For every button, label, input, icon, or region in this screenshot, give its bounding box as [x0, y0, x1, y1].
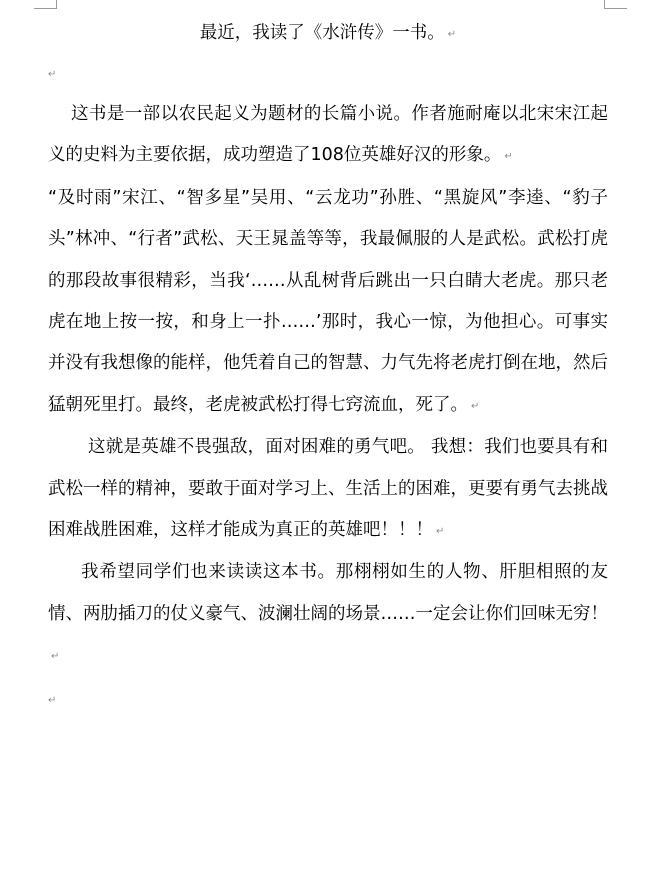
- empty-paragraph: [48, 52, 608, 94]
- paragraph-mark-icon: ↵: [51, 651, 60, 663]
- paragraph-text: 这就是英雄不畏强敌，面对困难的勇气吧。 我想：我们也要具有和武松一样的精神，要敢于面对学习上、生活上的困难，更要有勇气去挑战困难战胜困难，这样才能成为真正的英雄吧！！！: [48, 437, 608, 541]
- paragraph-text: “及时雨”宋江、“智多星”吴用、“云龙功”孙胜、“黑旋风”李逵、“豹子头”林冲、“行者”武松、天王晁盖等等，我最佩服的人是武松。武松打虎的那段故事很精彩，当我‘……从乱树背后跳出一只白睛大老虎。那只老虎在地上按一按，和身上一扑……’那时，我心一惊，为他担心。可事实并没有我想像的能样，他凭着自己的智慧、力气先将老虎打倒在地，然后猛朝死里打。最终，老虎被武松打得七窍流血，死了。: [48, 187, 608, 415]
- paragraph-heroes: [48, 178, 608, 427]
- paragraph-mark-icon: ↵: [471, 400, 480, 412]
- paragraph-mark-icon: ↵: [436, 526, 445, 538]
- paragraph-mark-icon: ↵: [48, 694, 57, 706]
- document-title: 最近，我读了《水浒传》一书。: [199, 23, 445, 43]
- paragraph-mark-icon: ↵: [447, 29, 457, 40]
- paragraph-text: 我希望同学们也来读读这本书。那栩栩如生的人物、肝胆相照的友情、两肋插刀的仗义豪气、波澜壮阔的场景……一定会让你们回味无穷！: [48, 562, 608, 624]
- paragraph-mark-icon: ↵: [48, 69, 57, 80]
- page-margin-corner-left: [34, 0, 57, 9]
- paragraph-recommendation: [48, 552, 608, 677]
- document-title-line: [48, 14, 608, 52]
- paragraph-text: 这书是一部以农民起义为题材的长篇小说。作者施耐庵以北宋宋江起义的史料为主要依据，成功塑造了108位英雄好汉的形象。: [48, 104, 608, 166]
- paragraph-mark-icon: ↵: [504, 151, 513, 163]
- paragraph-courage: [48, 427, 608, 552]
- document-body: [48, 14, 608, 720]
- page-margin-corner-right: [604, 0, 627, 9]
- empty-paragraph: [48, 678, 608, 720]
- paragraph-intro: [48, 94, 608, 178]
